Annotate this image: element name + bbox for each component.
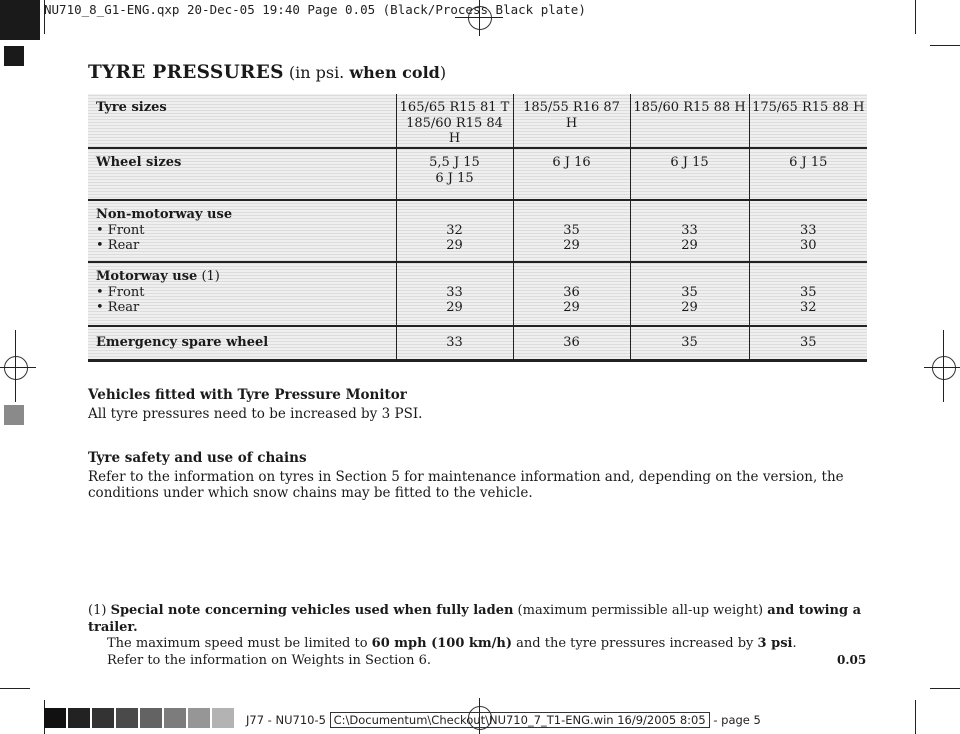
motorway-col-2: 36 29 [513,262,630,326]
color-bar [44,708,236,728]
table-row-motorway [88,262,867,326]
reg-line-top-right-h [930,45,960,46]
motorway-col-3: 35 29 [630,262,749,326]
title-condition: when cold [349,63,440,82]
chains-text: Refer to the information on tyres in Section 5 for maintenance information and, depending on the version, the conditions under which snow chains may be fitted to the vehicle. [88,469,844,501]
chains-section [88,450,872,501]
motorway-col-1: 33 29 [396,262,513,326]
reg-line-top-right-v [915,0,916,34]
footer-path: C:\Documentum\Checkout\NU710_7_T1-ENG.win 16/9/2005 8:05 [330,712,710,728]
wheel-size-col-2: 6 J 16 [513,148,630,200]
spare-col-3: 35 [630,326,749,360]
row-label-non-motorway: Non-motorway use • Front • Rear [88,200,396,262]
registration-mark-left-v [15,330,16,402]
non-motorway-col-2: 35 29 [513,200,630,262]
color-swatch [92,708,114,728]
color-swatch [188,708,210,728]
tyre-size-col-4: 175/65 R15 88 H [749,94,867,148]
spare-col-1: 33 [396,326,513,360]
tpms-section [88,387,868,422]
color-swatch [68,708,90,728]
title-main: TYRE PRESSURES [88,62,284,83]
color-swatch [164,708,186,728]
row-label-motorway: Motorway use (1) • Front • Rear [88,262,396,326]
tpms-heading: Vehicles fitted with Tyre Pressure Monitor [88,387,407,403]
footnote: (1) Special note concerning vehicles used when fully laden (maximum permissible all-up weight) and towing a trailer. The maximum speed must be limited to 60 mph (100 km/h) and the tyre pressures increased by 3 psi. Refer to the information on Weights in Section 6. [88,603,862,668]
color-swatch [140,708,162,728]
motorway-col-4: 35 32 [749,262,867,326]
crop-block-top-left [0,0,40,40]
wheel-size-col-4: 6 J 15 [749,148,867,200]
wheel-size-col-3: 6 J 15 [630,148,749,200]
registration-mark-right-h [924,367,960,368]
table-row-wheel-sizes [88,148,867,200]
non-motorway-col-4: 33 30 [749,200,867,262]
page-number: 0.05 [837,653,867,667]
row-label-spare: Emergency spare wheel [88,326,396,360]
crop-block-left [4,46,24,66]
reg-line-bottom-left-h [0,688,30,689]
color-swatch [212,708,234,728]
print-header: NU710_8_G1-ENG.qxp 20-Dec-05 19:40 Page 0.05 (Black/Process Black plate) [44,2,586,17]
table-row-tyre-sizes [88,94,867,148]
tpms-text: All tyre pressures need to be increased by 3 PSI. [88,406,423,422]
tyre-size-col-3: 185/60 R15 88 H [630,94,749,148]
row-label-tyre-sizes: Tyre sizes [88,94,396,148]
tyre-size-col-2: 185/55 R16 87 H [513,94,630,148]
table-row-non-motorway [88,200,867,262]
reg-line-bottom-right-v [915,700,916,734]
table-row-spare [88,326,867,360]
tyre-pressure-table [88,94,867,362]
wheel-size-col-1: 5,5 J 15 6 J 15 [396,148,513,200]
non-motorway-col-1: 32 29 [396,200,513,262]
footer: J77 - NU710-5 C:\Documentum\Checkout\NU710_7_T1-ENG.win 16/9/2005 8:05 - page 5 [246,713,761,727]
grey-block-left [4,405,24,425]
color-swatch [116,708,138,728]
row-label-wheel-sizes: Wheel sizes [88,148,396,200]
registration-mark-left [4,356,28,380]
title-unit-prefix: (in psi. [288,63,345,82]
spare-col-4: 35 [749,326,867,360]
reg-line-bottom-right-h [930,688,960,689]
non-motorway-col-3: 33 29 [630,200,749,262]
page-title [88,62,446,83]
registration-mark-right-v [943,330,944,402]
title-close: ) [439,63,447,82]
chains-heading: Tyre safety and use of chains [88,450,307,466]
tyre-size-col-1: 165/65 R15 81 T 185/60 R15 84 H [396,94,513,148]
color-swatch [44,708,66,728]
registration-mark-right [932,356,956,380]
spare-col-2: 36 [513,326,630,360]
registration-mark-left-h [0,367,36,368]
